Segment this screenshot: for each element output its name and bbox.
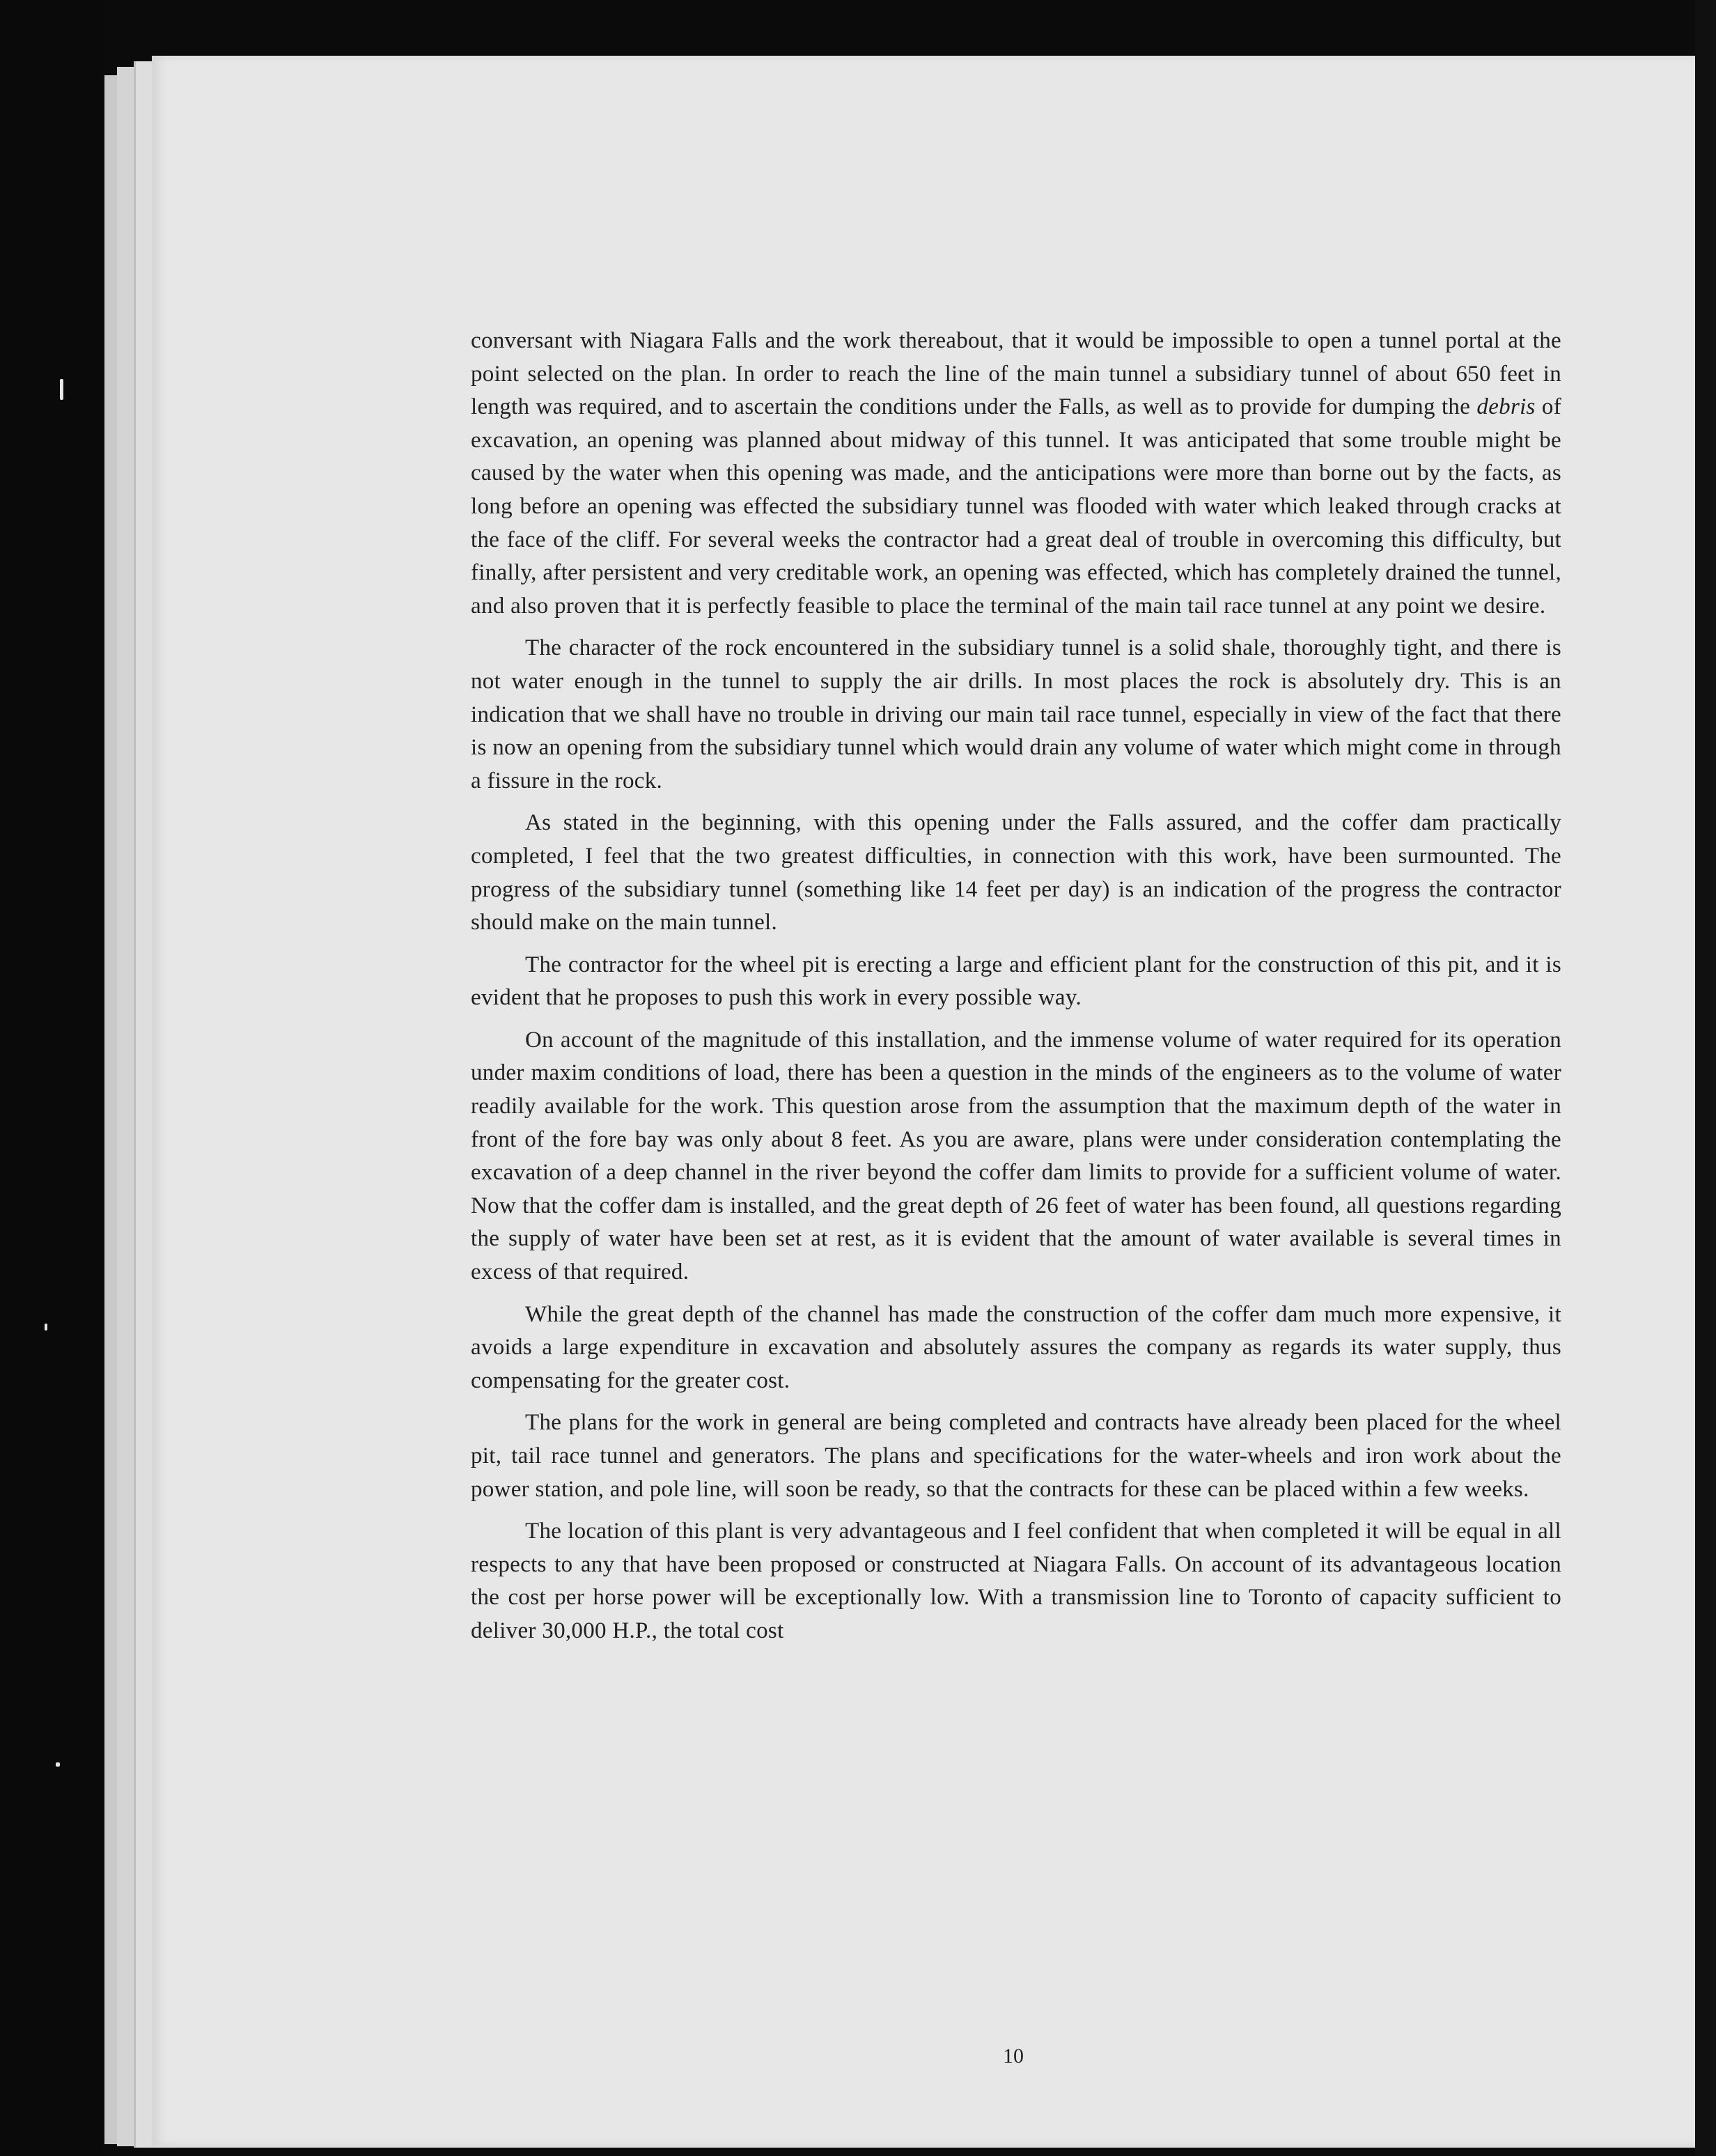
paragraph: While the great depth of the channel has made the construction of the coffer dam much more expensive, it avoids a large expenditure in excavation and absolutely assures the company as regards its water supply, thus compensating for the greater cost. [471,1301,1561,1393]
paragraph: The location of this plant is very advantageous and I feel confident that when completed it will be equal in all respects to any that have been proposed or constructed at Niagara Falls. On account of its advantageous location the cost per horse power will be exceptionally low. With a transmission line to Toronto of capacity sufficient to deliver 30,000 H.P., the total cost [471,1519,1561,1643]
scan-speck [45,1324,47,1331]
scan-speck [60,379,63,400]
scan-border [0,0,104,2156]
paragraph: The contractor for the wheel pit is erecting a large and efficient plant for the construction of this pit, and it is evident that he proposes to push this work in every possible way. [471,952,1561,1011]
paragraph: The plans for the work in general are being completed and contracts have already been placed for the wheel pit, tail race tunnel and generators. The plans and specifications for the water-wheels and iron work about the power station, and pole line, will soon be ready, so that the contracts for these can be placed within a few weeks. [471,1410,1561,1502]
paragraph: conversant with Niagara Falls and the work thereabout, that it would be impossible to open a tunnel portal at the point selected on the plan. In order to reach the line of the main tunnel a subsidiary tunnel of about 650 feet in length was required, and to ascertain the conditions under the Falls, as well as to provide for dumping the debris of excavation, an opening was planned about midway of this tunnel. It was anticipated that some trouble might be caused by the water when this opening was made, and the anticipations were more than borne out by the facts, as long before an opening was effected the subsidiary tunnel was flooded with water which leaked through cracks at the face of the cliff. For several weeks the contractor had a great deal of trouble in overcoming this difficulty, but finally, after persistent and very creditable work, an opening was effected, which has completely drained the tunnel, and also proven that it is perfectly feasible to place the terminal of the main tail race tunnel at any point we desire. [471,328,1562,619]
paragraph: The character of the rock encountered in the subsidiary tunnel is a solid shale, thoroughly tight, and there is not water enough in the tunnel to supply the air drills. In most places the rock is absolutely dry. This is an indication that we shall have no trouble in driving our main tail race tunnel, especially in view of the fact that there is now an opening from the subsidiary tunnel which would drain any volume of water which might come in through a fissure in the rock. [471,635,1561,793]
paragraph: On account of the magnitude of this installation, and the immense volume of water required for its operation under maxim conditions of load, there has been a question in the minds of the engineers as to the volume of water readily available for the work. This question arose from the assumption that the maximum depth of the water in front of the fore bay was only about 8 feet. As you are aware, plans were under consideration contemplating the excavation of a deep channel in the river beyond the coffer dam limits to provide for a sufficient volume of water. Now that the coffer dam is installed, and the great depth of 26 feet of water has been found, all questions regarding the supply of water have been set at rest, as it is evident that the amount of water available is several times in excess of that required. [471,1027,1561,1285]
scan-border-right [1695,0,1716,2156]
scan-speck [56,1762,60,1767]
page-number: 10 [1003,2045,1024,2068]
paragraph: As stated in the beginning, with this opening under the Falls assured, and the coffer dam practically completed, I feel that the two greatest difficulties, in connection with this work, have been surmounted. The progress of the subsidiary tunnel (something like 14 feet per day) is an indication of the progress the contractor should make on the main tunnel. [471,810,1561,936]
emphasized-word: debris [1476,394,1536,420]
body-text [471,325,1561,1657]
